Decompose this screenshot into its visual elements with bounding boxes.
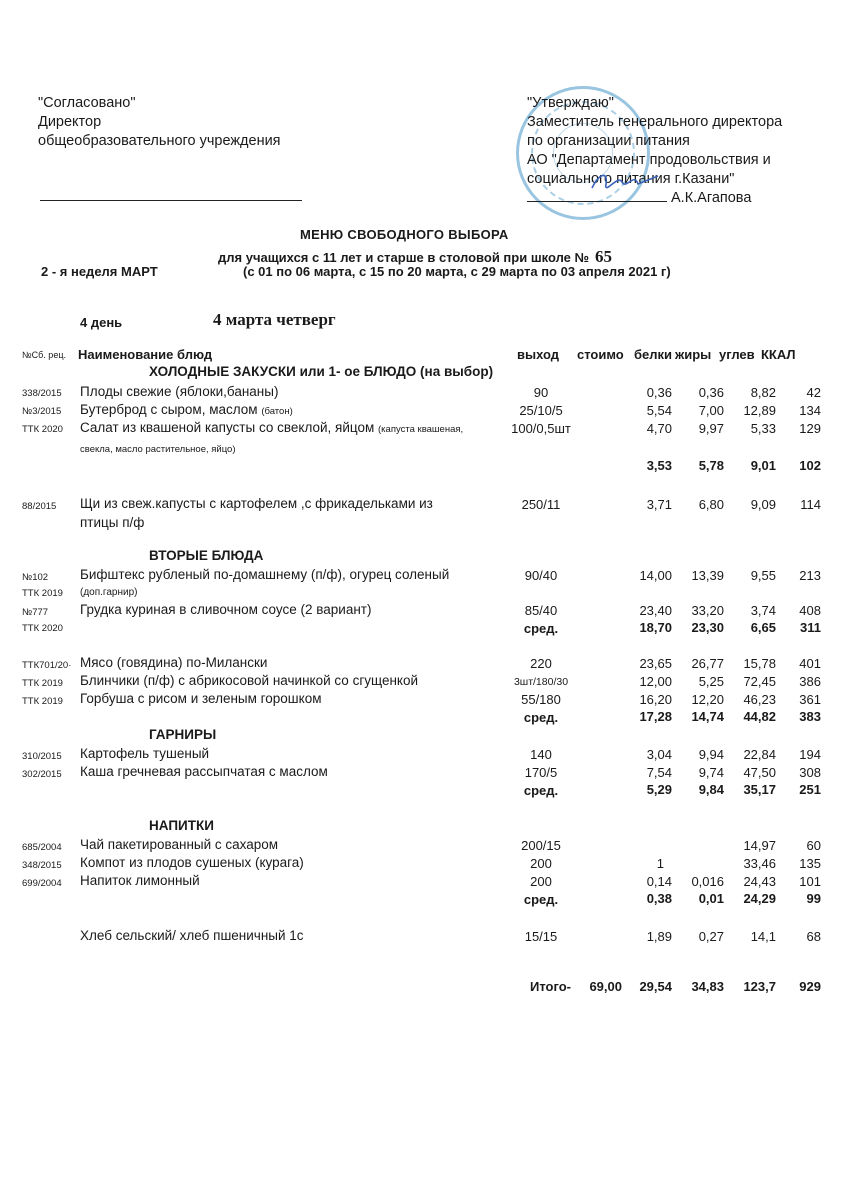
avg-fat: 23,30 [691,620,724,635]
dish-protein: 1 [656,856,664,871]
recipe-code: №102 [22,572,49,583]
signature-line [40,200,302,201]
approval-position: Директор [38,114,102,130]
dish-protein: 1,89 [646,929,672,944]
dish-kcal: 308 [799,765,821,780]
dish-fat: 33,20 [691,603,724,618]
total-cost: 69,00 [589,979,622,994]
recipe-code: 685/2004 [22,842,62,853]
dish-kcal: 68 [806,929,821,944]
dish-kcal: 101 [799,874,821,889]
dish-output: 250/11 [521,497,561,512]
menu-title: МЕНЮ СВОБОДНОГО ВЫБОРА [300,227,509,242]
dish-kcal: 135 [799,856,821,871]
recipe-code: ТТК 2020 [22,424,63,435]
column-header-fat: жиры [675,347,712,362]
recipe-code: ТТК 2019 [22,678,63,689]
avg-protein: 3,53 [646,458,672,473]
avg-carbs: 6,65 [750,620,776,635]
dish-kcal: 42 [806,385,821,400]
approval-organization: общеобразовательного учреждения [38,133,281,149]
avg-protein: 5,29 [646,782,672,797]
dish-protein: 16,20 [639,692,672,707]
dish-output: 55/180 [521,692,561,707]
dish-kcal: 386 [799,674,821,689]
avg-protein: 17,28 [639,709,672,724]
menu-subtitle: для учащихся с 11 лет и старше в столовой при школе № 65 [218,247,613,266]
recipe-code-2: ТТК 2020 [22,623,63,634]
dish-kcal: 134 [799,403,821,418]
dish-fat: 0,016 [691,874,724,889]
dish-protein: 23,65 [639,656,672,671]
dish-protein: 23,40 [639,603,672,618]
approval-title: "Согласовано" [38,95,136,111]
dish-fat: 26,77 [691,656,724,671]
column-header-output: выход [517,347,560,362]
dish-name-continued: птицы п/ф [80,515,145,530]
dish-protein: 0,14 [646,874,672,889]
dish-fat: 13,39 [691,568,724,583]
avg-kcal: 311 [800,620,821,635]
total-fat: 34,83 [691,979,724,994]
dish-fat: 9,94 [698,747,724,762]
total-label: Итого- [530,979,571,994]
dish-name: Блинчики (п/ф) с абрикосовой начинкой со сгущенкой [80,673,419,688]
dish-fat: 9,97 [698,421,724,436]
dish-fat: 12,20 [691,692,724,707]
avg-kcal: 99 [806,891,821,906]
approval-title: "Утверждаю" [527,95,614,111]
section-drinks: НАПИТКИ [149,818,214,833]
section-cold-dishes: ХОЛОДНЫЕ ЗАКУСКИ или 1- ое БЛЮДО (на выбор) [149,364,494,379]
dish-fat: 9,74 [698,765,724,780]
dish-name: Картофель тушеный [80,746,210,761]
dish-kcal: 60 [806,838,821,853]
recipe-code-2: ТТК 2019 [22,588,63,599]
dish-carbs: 15,78 [743,656,776,671]
dish-note: (доп.гарнир) [80,587,138,598]
dish-fat: 0,36 [698,385,724,400]
dish-kcal: 213 [799,568,821,583]
school-number: 65 [595,247,613,266]
dish-fat: 5,25 [698,674,724,689]
avg-kcal: 383 [799,709,821,724]
dish-kcal: 408 [799,603,821,618]
dish-fat: 6,80 [698,497,724,512]
dish-protein: 5,54 [646,403,672,418]
avg-fat: 5,78 [698,458,724,473]
dish-name: Каша гречневая рассыпчатая с маслом [80,764,328,779]
dish-kcal: 129 [799,421,821,436]
section-second-courses: ВТОРЫЕ БЛЮДА [149,548,264,563]
dish-output: 15/15 [524,929,558,944]
dish-output: 140 [530,747,552,762]
dish-output: 100/0,5шт [511,421,571,436]
dish-output: 170/5 [524,765,558,780]
dish-name: Компот из плодов сушеных (курага) [80,855,304,870]
dish-kcal: 401 [799,656,821,671]
dish-carbs: 24,43 [743,874,776,889]
dish-kcal: 114 [800,497,821,512]
avg-protein: 18,70 [639,620,672,635]
week-label: 2 - я неделя МАРТ [41,264,158,279]
dish-protein: 0,36 [646,385,672,400]
dish-protein: 14,00 [639,568,672,583]
column-header-code: №Сб. рец. [22,350,66,360]
dish-name: Горбуша с рисом и зеленым горошком [80,691,322,706]
day-number: 4 день [80,315,123,330]
column-header-carbs: углев [719,347,755,362]
dish-carbs: 72,45 [743,674,776,689]
day-date: 4 марта четверг [213,310,336,329]
avg-label: сред. [523,710,559,725]
dish-carbs: 5,33 [750,421,776,436]
dish-protein: 4,70 [646,421,672,436]
dish-carbs: 8,82 [750,385,776,400]
dish-name: Чай пакетированный с сахаром [80,837,279,852]
dish-protein: 7,54 [646,765,672,780]
recipe-code: 302/2015 [22,769,62,780]
recipe-code: №3/2015 [22,406,62,417]
dish-carbs: 9,55 [750,568,776,583]
avg-fat: 14,74 [691,709,724,724]
dish-output: 85/40 [524,603,558,618]
dish-name: Бифштекс рубленый по-домашнему (п/ф), огурец соленый [80,567,450,582]
recipe-code: 88/2015 [22,501,57,512]
recipe-code: 338/2015 [22,388,62,399]
dish-protein: 3,04 [646,747,672,762]
dish-output: 200 [530,856,552,871]
total-protein: 29,54 [639,979,672,994]
dish-output: 220 [530,656,552,671]
dish-output: 200/15 [521,838,561,853]
period-label: (с 01 по 06 марта, с 15 по 20 марта, с 29 марта по 03 апреля 2021 г) [243,264,671,279]
total-carbs: 123,7 [743,979,776,994]
approval-block-left [38,94,281,151]
dish-name: Салат из квашеной капусты со свеклой, яйцом (капуста квашеная, [80,420,464,435]
dish-name: Мясо (говядина) по-Милански [80,655,268,670]
dish-fat: 0,27 [698,929,724,944]
dish-carbs: 33,46 [743,856,776,871]
avg-label: сред. [523,621,559,636]
dish-protein: 3,71 [646,497,672,512]
avg-label: сред. [523,783,559,798]
dish-carbs: 12,89 [743,403,776,418]
dish-name: Хлеб сельский/ хлеб пшеничный 1с [80,928,304,943]
recipe-code: 348/2015 [22,860,62,871]
dish-fat: 7,00 [698,403,724,418]
dish-carbs: 3,74 [750,603,776,618]
dish-kcal: 361 [799,692,821,707]
avg-fat: 0,01 [698,891,724,906]
dish-name: Грудка куриная в сливочном соусе (2 вариант) [80,602,372,617]
column-header-name: Наименование блюд [78,347,213,362]
column-header-kcal: ККАЛ [761,347,796,362]
avg-protein: 0,38 [646,891,672,906]
signature-icon [590,170,660,192]
signer-name: А.К.Агапова [671,190,752,206]
dish-output: 90/40 [524,568,558,583]
avg-label: сред. [523,892,559,907]
dish-name: Бутерброд с сыром, маслом (батон) [80,402,293,417]
dish-carbs: 46,23 [743,692,776,707]
total-kcal: 929 [799,979,821,994]
dish-output: 90 [533,385,549,400]
dish-ingredients: свекла, масло растительное, яйцо) [80,444,236,455]
avg-kcal: 102 [799,458,821,473]
avg-carbs: 24,29 [743,891,776,906]
dish-carbs: 14,97 [743,838,776,853]
dish-carbs: 47,50 [743,765,776,780]
section-garnishes: ГАРНИРЫ [149,727,217,742]
avg-fat: 9,84 [698,782,724,797]
dish-name: Напиток лимонный [80,873,200,888]
recipe-code: ТТК 2019 [22,696,63,707]
dish-carbs: 14,1 [750,929,776,944]
recipe-code: ТТК701/20· [22,660,72,671]
avg-carbs: 9,01 [750,458,776,473]
dish-protein: 12,00 [639,674,672,689]
approval-organization-2: социального питания г.Казани" [527,171,735,187]
dish-output: 25/10/5 [519,403,563,418]
recipe-code: №777 [22,607,49,618]
approval-organization: АО "Департамент продовольствия и [527,152,771,168]
recipe-code: 699/2004 [22,878,62,889]
column-header-cost: стоимо [577,347,624,362]
dish-output: 3шт/180/30 [513,676,569,688]
column-header-protein: белки [634,347,673,362]
recipe-code: 310/2015 [22,751,62,762]
dish-carbs: 22,84 [743,747,776,762]
dish-kcal: 194 [799,747,821,762]
dish-carbs: 9,09 [750,497,776,512]
avg-carbs: 35,17 [743,782,776,797]
avg-kcal: 251 [799,782,821,797]
dish-name: Плоды свежие (яблоки,бананы) [80,384,279,399]
approval-position-2: по организации питания [527,133,690,149]
approval-position: Заместитель генерального директора [527,114,783,130]
dish-name: Щи из свеж.капусты с картофелем ,с фрикадельками из [80,496,433,511]
avg-carbs: 44,82 [743,709,776,724]
dish-output: 200 [530,874,552,889]
